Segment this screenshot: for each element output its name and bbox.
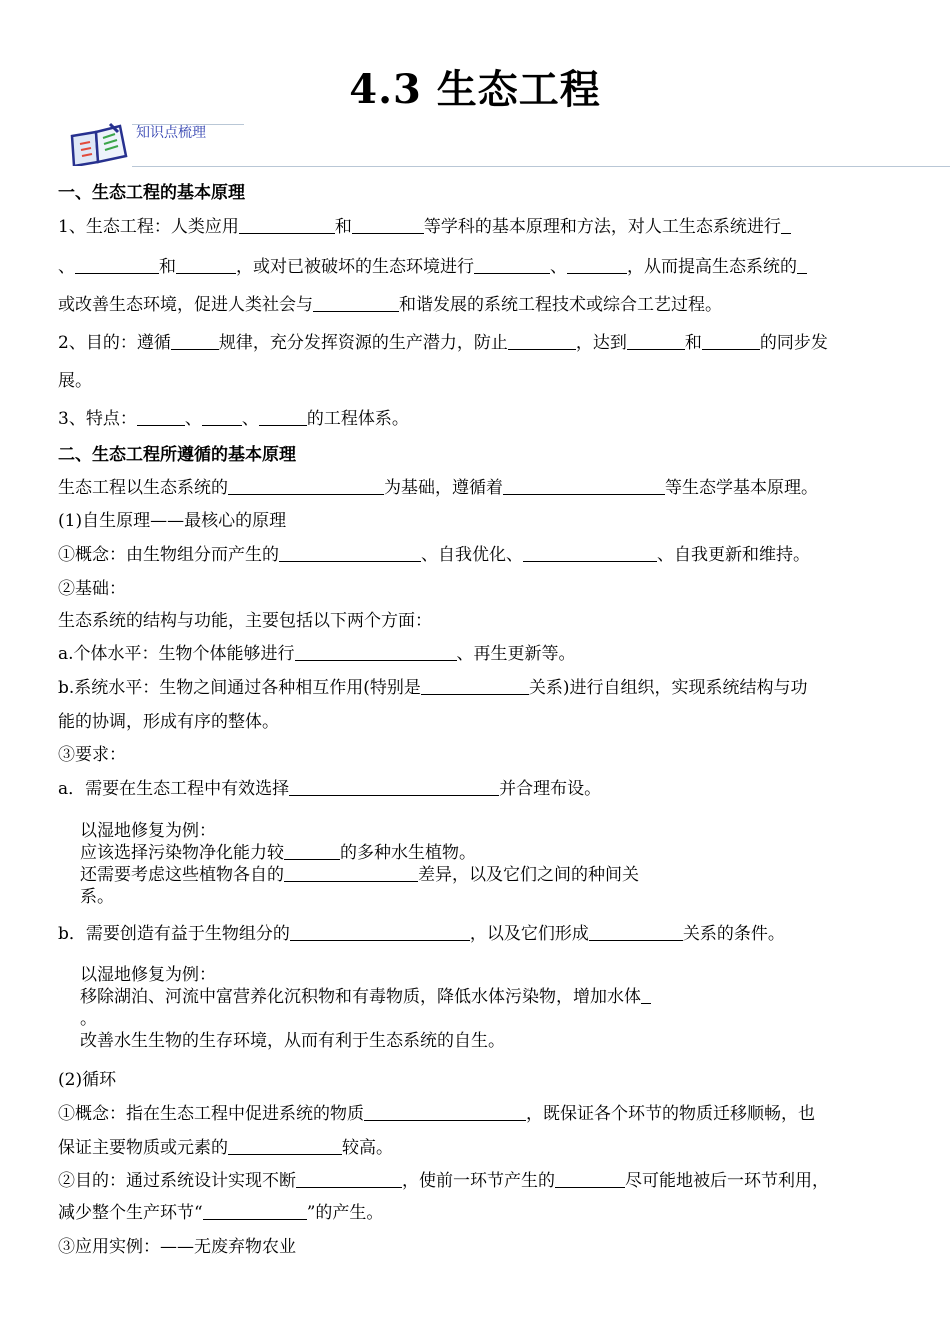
blank[interactable] <box>797 257 807 274</box>
s2-system: b.系统水平：生物之间通过各种相互作用(特别是 关系)进行自组织，实现系统结构与功 <box>58 678 808 698</box>
s2-cycle-concept-cont: 保证主要物质或元素的 较高。 <box>58 1138 393 1158</box>
blank[interactable] <box>567 257 627 274</box>
s1-line1: 1、生态工程：人类应用 和 等学科的基本原理和方法，对人工生态系统进行 <box>58 216 791 238</box>
s1-line5: 展。 <box>58 371 92 391</box>
section-divider <box>132 166 950 167</box>
blank[interactable] <box>290 924 470 941</box>
blank[interactable] <box>203 1203 307 1220</box>
s1-line2: 、 和 ，或对已被破坏的生态环境进行 、 ，从而提高生态系统的 <box>58 256 807 278</box>
page-title: 4.3 生态工程 <box>349 66 601 113</box>
s2-system-cont: 能的协调，形成有序的整体。 <box>58 712 279 732</box>
blank[interactable] <box>508 333 576 350</box>
blank[interactable] <box>702 333 760 350</box>
blank[interactable] <box>503 478 665 495</box>
section2-heading: 二、生态工程所遵循的基本原理 <box>58 445 296 465</box>
blank[interactable] <box>589 924 683 941</box>
s2-individual: a.个体水平：生物个体能够进行 、再生更新等。 <box>58 644 576 664</box>
blank[interactable] <box>202 409 242 426</box>
blank[interactable] <box>295 644 457 661</box>
example-box-2: 以湿地修复为例： 移除湖泊、河流中富营养化沉积物和有毒物质，降低水体污染物，增加水体 。 改善水生生物的生存环境，从而有利于生态系统的自生。 <box>80 964 651 1052</box>
blank[interactable] <box>228 1138 342 1155</box>
blank[interactable] <box>474 257 550 274</box>
blank[interactable] <box>555 1171 625 1188</box>
s1-line6: 3、特点： 、 、 的工程体系。 <box>58 409 409 429</box>
principle-2-title: (2)循环 <box>58 1070 117 1090</box>
example-box-1: 以湿地修复为例： 应该选择污染物净化能力较 的多种水生植物。 还需要考虑这些植物各自的 差异，以及它们之间的种间关 系。 <box>80 821 639 907</box>
blank[interactable] <box>259 409 307 426</box>
principle-1-title: (1)自生原理——最核心的原理 <box>58 511 287 531</box>
blank[interactable] <box>313 295 399 312</box>
blank[interactable] <box>239 217 335 234</box>
blank[interactable] <box>641 987 651 1004</box>
section1-heading: 一、生态工程的基本原理 <box>58 183 245 203</box>
blank[interactable] <box>228 478 384 495</box>
blank[interactable] <box>289 779 499 796</box>
blank[interactable] <box>421 678 529 695</box>
s2-basis-desc: 生态系统的结构与功能，主要包括以下两个方面： <box>58 611 432 631</box>
s2-req-b: b．需要创造有益于生物组分的 ，以及它们形成 关系的条件。 <box>58 924 785 944</box>
s2-cycle-concept: ①概念：指在生态工程中促进系统的物质 ，既保证各个环节的物质迁移顺畅，也 <box>58 1104 815 1124</box>
blank[interactable] <box>284 843 340 860</box>
blank[interactable] <box>284 865 418 882</box>
blank[interactable] <box>176 257 236 274</box>
badge-label: 知识点梳理 <box>136 125 206 141</box>
s2-cycle-purpose-cont: 减少整个生产环节“ ”的产生。 <box>58 1203 384 1223</box>
blank[interactable] <box>352 217 424 234</box>
blank[interactable] <box>364 1104 526 1121</box>
blank[interactable] <box>75 257 159 274</box>
s2-concept: ①概念：由生物组分而产生的 、自我优化、 、自我更新和维持。 <box>58 545 810 565</box>
s2-line1: 生态工程以生态系统的 为基础，遵循着 等生态学基本原理。 <box>58 478 818 498</box>
s2-basis: ②基础： <box>58 579 126 599</box>
blank[interactable] <box>781 217 791 234</box>
blank[interactable] <box>137 409 185 426</box>
knowledge-badge <box>66 118 950 168</box>
s2-cycle-purpose: ②目的：通过系统设计实现不断 ，使前一环节产生的 尽可能地被后一环节利用， <box>58 1171 829 1191</box>
blank[interactable] <box>627 333 685 350</box>
s1-line3: 或改善生态环境，促进人类社会与 和谐发展的系统工程技术或综合工艺过程。 <box>58 295 722 315</box>
blank[interactable] <box>296 1171 402 1188</box>
blank[interactable] <box>523 545 657 562</box>
blank[interactable] <box>279 545 421 562</box>
blank[interactable] <box>171 333 219 350</box>
s1-line4: 2、目的：遵循 规律，充分发挥资源的生产潜力，防止 ，达到 和 的同步发 <box>58 333 828 353</box>
s2-requirement: ③要求： <box>58 745 126 765</box>
s2-req-a: a．需要在生态工程中有效选择 并合理布设。 <box>58 779 602 799</box>
open-book-icon <box>66 122 130 166</box>
s2-cycle-example: ③应用实例：——无废弃物农业 <box>58 1237 296 1257</box>
